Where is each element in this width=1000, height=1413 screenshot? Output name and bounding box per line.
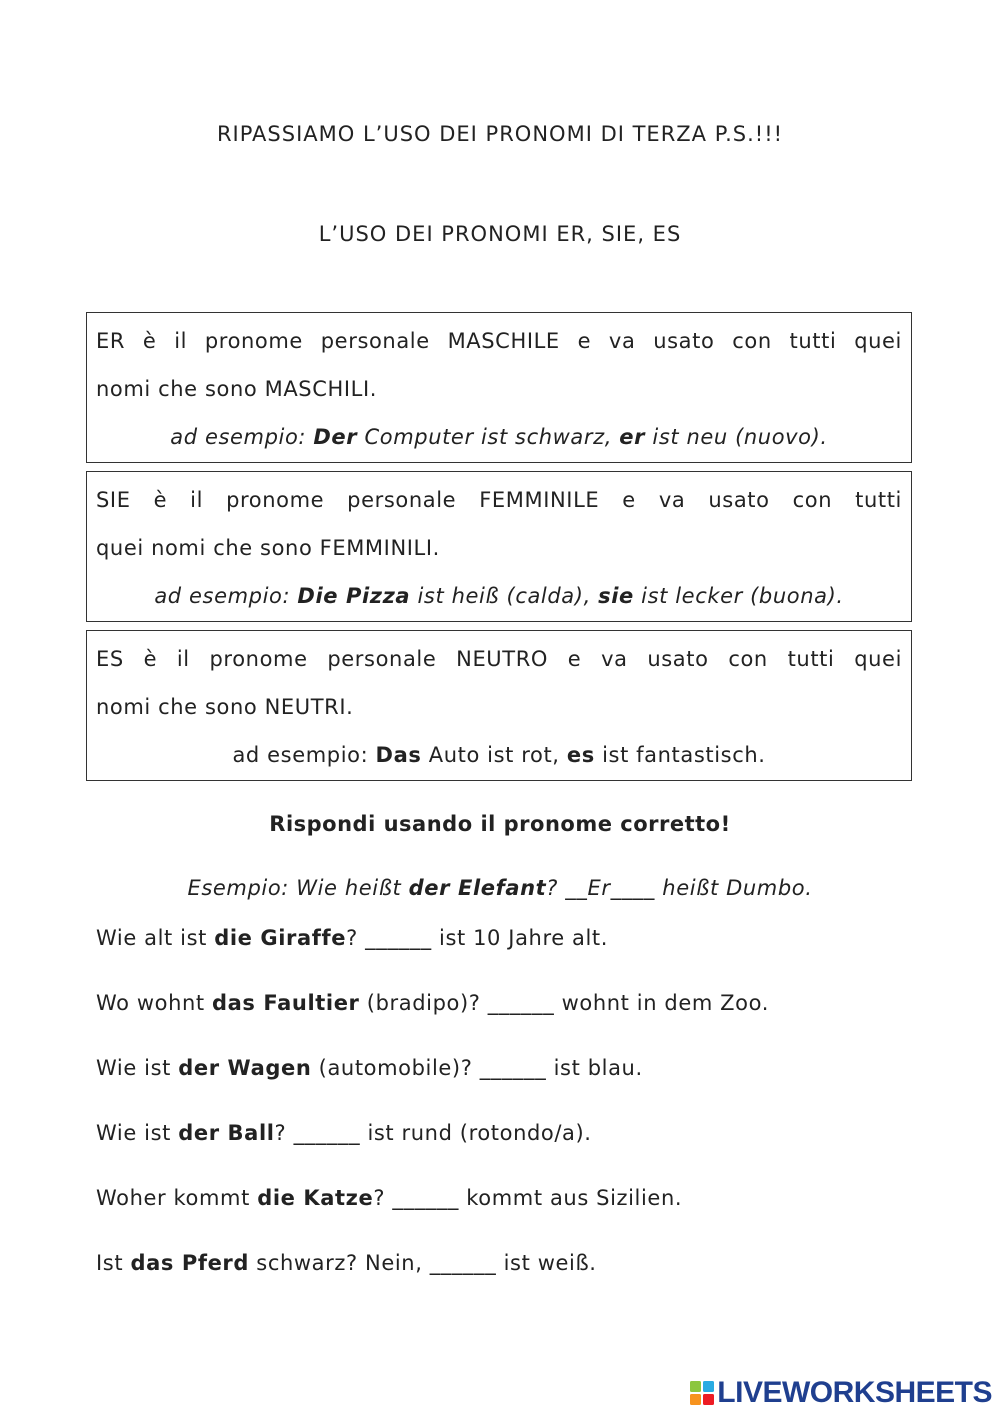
pronoun-label: ER [96,329,126,353]
exercise-example: Esempio: Wie heißt der Elefant? __Er____ heißt Dumbo. [187,876,813,900]
rule-box-er [86,312,912,463]
rule-example: ad esempio: Das Auto ist rot, es ist fantastisch. [232,743,766,767]
rule-text: ES è il pronome personale NEUTRO e va usato con tutti quei [96,647,902,671]
rule-text-continued: nomi che sono NEUTRI. [96,695,354,719]
exercise-instruction: Rispondi usando il pronome corretto! [269,812,731,836]
question-4[interactable]: Wie ist der Ball? ______ ist rund (rotondo/a). [96,1121,592,1145]
rule-box-es [86,630,912,781]
pronoun-label: ES [96,647,124,671]
question-2[interactable]: Wo wohnt das Faultier (bradipo)? ______ wohnt in dem Zoo. [96,991,769,1015]
rule-example: ad esempio: Der Computer ist schwarz, er ist neu (nuovo). [170,425,828,449]
rule-text: SIE è il pronome personale FEMMINILE e va usato con tutti [96,488,902,512]
question-1[interactable]: Wie alt ist die Giraffe? ______ ist 10 Jahre alt. [96,926,609,950]
pronoun-label: SIE [96,488,131,512]
question-6[interactable]: Ist das Pferd schwarz? Nein, ______ ist weiß. [96,1251,597,1275]
question-3[interactable]: Wie ist der Wagen (automobile)? ______ ist blau. [96,1056,643,1080]
rule-box-sie [86,471,912,622]
rule-example: ad esempio: Die Pizza ist heiß (calda), sie ist lecker (buona). [154,584,844,608]
rule-text-continued: nomi che sono MASCHILI. [96,377,378,401]
question-5[interactable]: Woher kommt die Katze? ______ kommt aus Sizilien. [96,1186,683,1210]
liveworksheets-brand[interactable] [690,1376,992,1410]
page-title: RIPASSIAMO L’USO DEI PRONOMI DI TERZA P.S.!!! [216,122,784,146]
rule-text-continued: quei nomi che sono FEMMINILI. [96,536,440,560]
brand-text: LIVEWORKSHEETS [717,1376,992,1409]
rule-text: ER è il pronome personale MASCHILE e va usato con tutti quei [96,329,902,353]
section-subtitle: L’USO DEI PRONOMI ER, SIE, ES [318,222,682,246]
liveworksheets-logo-icon [690,1381,714,1405]
